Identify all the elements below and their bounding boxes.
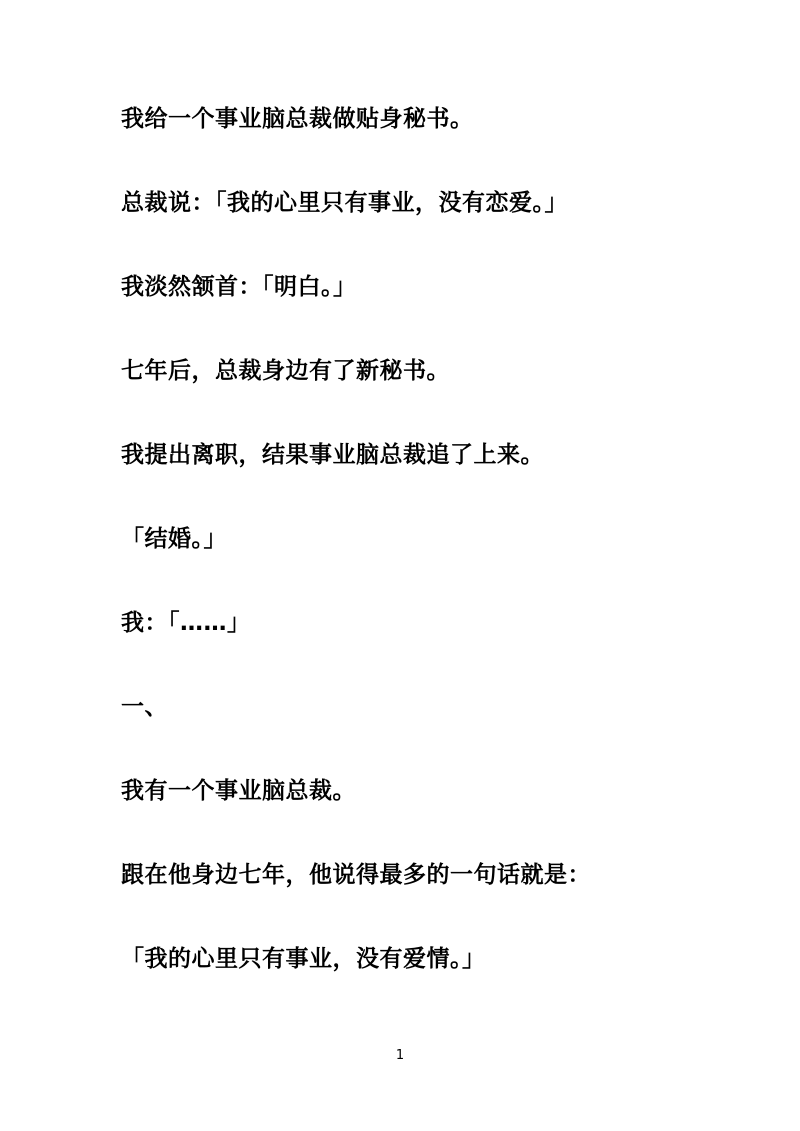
paragraph-7: 我：「……」 bbox=[121, 610, 251, 636]
paragraph-10: 「我的心里只有事业，没有爱情。」 bbox=[121, 946, 486, 972]
paragraph-4: 七年后，总裁身边有了新秘书。 bbox=[121, 358, 450, 384]
paragraph-1: 我给一个事业脑总裁做贴身秘书。 bbox=[121, 106, 474, 132]
paragraph-5: 我提出离职，结果事业脑总裁追了上来。 bbox=[121, 442, 544, 468]
paragraph-6: 「结婚。」 bbox=[121, 526, 227, 552]
paragraph-2: 总裁说：「我的心里只有事业，没有恋爱。」 bbox=[121, 190, 568, 216]
paragraph-3: 我淡然颔首：「明白。」 bbox=[121, 274, 357, 300]
paragraph-8: 我有一个事业脑总裁。 bbox=[121, 778, 356, 804]
paragraph-9: 跟在他身边七年，他说得最多的一句话就是： bbox=[121, 862, 591, 888]
section-heading: 一、 bbox=[121, 694, 168, 720]
page-number: 1 bbox=[395, 1048, 405, 1063]
